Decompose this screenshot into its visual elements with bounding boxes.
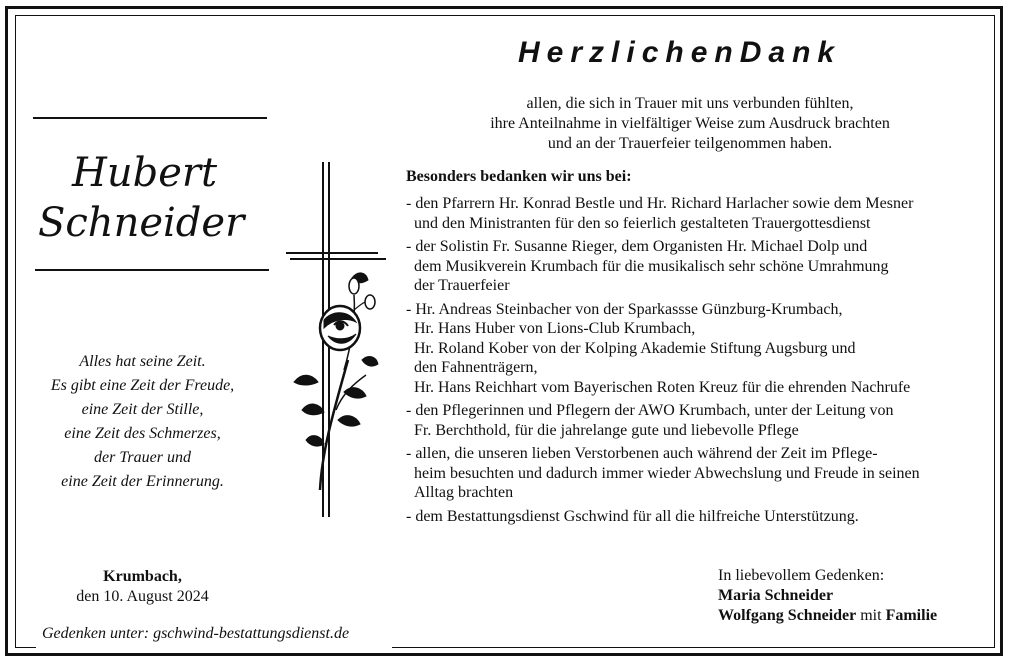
- thanks-item: [406, 300, 986, 398]
- quote-line: eine Zeit der Erinnerung.: [61, 473, 224, 490]
- closing-signature: [718, 566, 937, 626]
- thanks-line: - allen, die unseren lieben Verstorbenen auch während der Zeit im Pflege-: [406, 445, 878, 462]
- thanks-item: [406, 444, 986, 503]
- rose-icon: [294, 273, 378, 490]
- quote-line: Es gibt eine Zeit der Freude,: [50, 377, 235, 394]
- thanks-line: Alltag brachten: [414, 484, 514, 501]
- thanks-line: heim besuchten und dadurch immer wieder Abwechslung und Freude in seinen: [414, 464, 920, 482]
- thanks-line: Hr. Roland Kober von der Kolping Akademie Stiftung Augsburg und: [414, 339, 856, 357]
- signer-maria: Maria Schneider: [718, 587, 834, 604]
- deceased-last-name: Schneider: [38, 200, 245, 246]
- quote-line: eine Zeit des Schmerzes,: [64, 425, 221, 442]
- intro-line: und an der Trauerfeier teilgenommen haben.: [547, 135, 833, 152]
- quote-line: der Trauer und: [94, 449, 191, 466]
- place-date-text: den 10. August 2024: [76, 588, 209, 605]
- thanks-heading: Besonders bedanken wir uns bei:: [406, 168, 632, 185]
- thanks-line: und den Ministranten für den so feierlich gestalteten Trauergottesdienst: [414, 214, 871, 232]
- quote-line: Alles hat seine Zeit.: [79, 353, 206, 370]
- intro-line: allen, die sich in Trauer mit uns verbunden fühlten,: [526, 95, 854, 112]
- signer-wolfgang-line: [718, 606, 937, 626]
- place-date: [40, 567, 245, 607]
- signer-mit: mit: [856, 607, 886, 624]
- signer-familie: Familie: [885, 607, 938, 624]
- quote-line: eine Zeit der Stille,: [81, 401, 204, 418]
- thanks-line: - der Solistin Fr. Susanne Rieger, dem Organisten Hr. Michael Dolp und: [406, 238, 868, 255]
- thanks-list: [406, 194, 986, 530]
- thanks-line: - dem Bestattungsdienst Gschwind für all die hilfreiche Unterstützung.: [406, 507, 859, 525]
- thanks-line: Hr. Hans Reichhart vom Bayerischen Roten Kreuz für die ehrenden Nachrufe: [414, 378, 911, 396]
- intro-text: [400, 94, 980, 154]
- thanks-line: den Fahnenträgern,: [414, 359, 538, 376]
- memorial-quote: [20, 350, 265, 494]
- closing-intro: In liebevollem Gedenken:: [718, 567, 885, 584]
- thanks-line: der Trauerfeier: [414, 277, 510, 294]
- gedenken-link[interactable]: Gedenken unter: gschwind-bestattungsdienst.de: [38, 625, 353, 643]
- thanks-item: [406, 194, 986, 233]
- thanks-line: dem Musikverein Krumbach für die musikalisch sehr schöne Umrahmung: [414, 257, 889, 275]
- signer-wolfgang: Wolfgang Schneider: [718, 607, 857, 624]
- name-bottom-rule: [35, 269, 269, 271]
- cross-rose-art: [282, 160, 392, 520]
- intro-line: ihre Anteilnahme in vielfältiger Weise zum Ausdruck brachten: [490, 115, 890, 132]
- thanks-line: - den Pfarrern Hr. Konrad Bestle und Hr. Richard Harlacher sowie dem Mesner: [406, 195, 914, 212]
- page-title: HerzlichenDank: [518, 36, 842, 69]
- thanks-item: [406, 401, 986, 440]
- name-top-rule: [33, 117, 267, 119]
- thanks-item: [406, 507, 986, 527]
- thanks-item: [406, 237, 986, 296]
- thanks-line: Fr. Berchthold, für die jahrelange gute und liebevolle Pflege: [414, 421, 799, 439]
- thanks-line: Hr. Hans Huber von Lions-Club Krumbach,: [414, 320, 696, 337]
- thanks-line: - Hr. Andreas Steinbacher von der Sparkassse Günzburg-Krumbach,: [406, 300, 843, 318]
- place-city: Krumbach,: [103, 568, 182, 585]
- deceased-first-name: Hubert: [72, 150, 218, 196]
- thanks-line: - den Pflegerinnen und Pflegern der AWO Krumbach, unter der Leitung von: [406, 402, 894, 419]
